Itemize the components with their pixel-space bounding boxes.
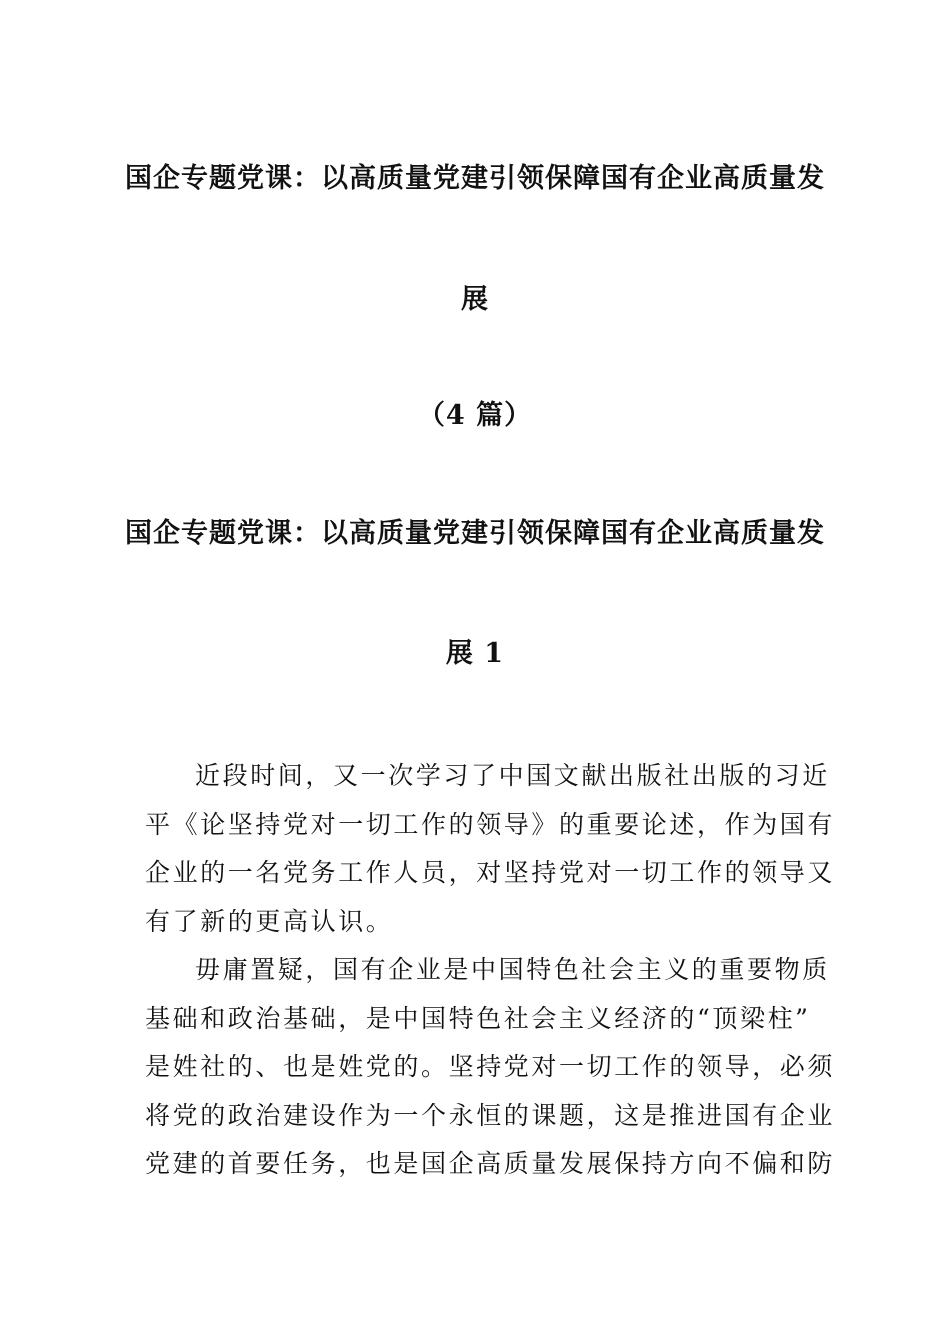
section-title-line-2: 展 1	[445, 638, 505, 669]
paragraph-1	[145, 752, 836, 946]
document-title-line-1: 国企专题党课：以高质量党建引领保障国有企业高质量发	[125, 163, 825, 194]
article-count-note: （4 篇）	[417, 400, 533, 431]
paragraph-line: 近段时间，又一次学习了中国文献出版社出版的习近	[195, 761, 830, 790]
paragraph-line: 将党的政治建设作为一个永恒的课题，这是推进国有企业	[145, 1100, 836, 1130]
paragraph-line: 是姓社的、也是姓党的。坚持党对一切工作的领导，必须	[145, 1052, 836, 1081]
paragraph-line: 平《论坚持党对一切工作的领导》的重要论述，作为国有	[145, 809, 836, 839]
paragraph-line: 毋庸置疑，国有企业是中国特色社会主义的重要物质	[195, 955, 830, 984]
paragraph-line: 企业的一名党务工作人员，对坚持党对一切工作的领导又	[145, 858, 836, 887]
section-title-line-1: 国企专题党课：以高质量党建引领保障国有企业高质量发	[125, 518, 825, 549]
paragraph-line: 党建的首要任务，也是国企高质量发展保持方向不偏和防	[145, 1149, 836, 1178]
paragraph-2	[145, 946, 836, 1189]
paragraph-line: 有了新的更高认识。	[145, 906, 394, 936]
document-title-line-2: 展	[461, 284, 489, 315]
paragraph-line: 基础和政治基础，是中国特色社会主义经济的“顶梁柱”	[145, 1003, 811, 1033]
